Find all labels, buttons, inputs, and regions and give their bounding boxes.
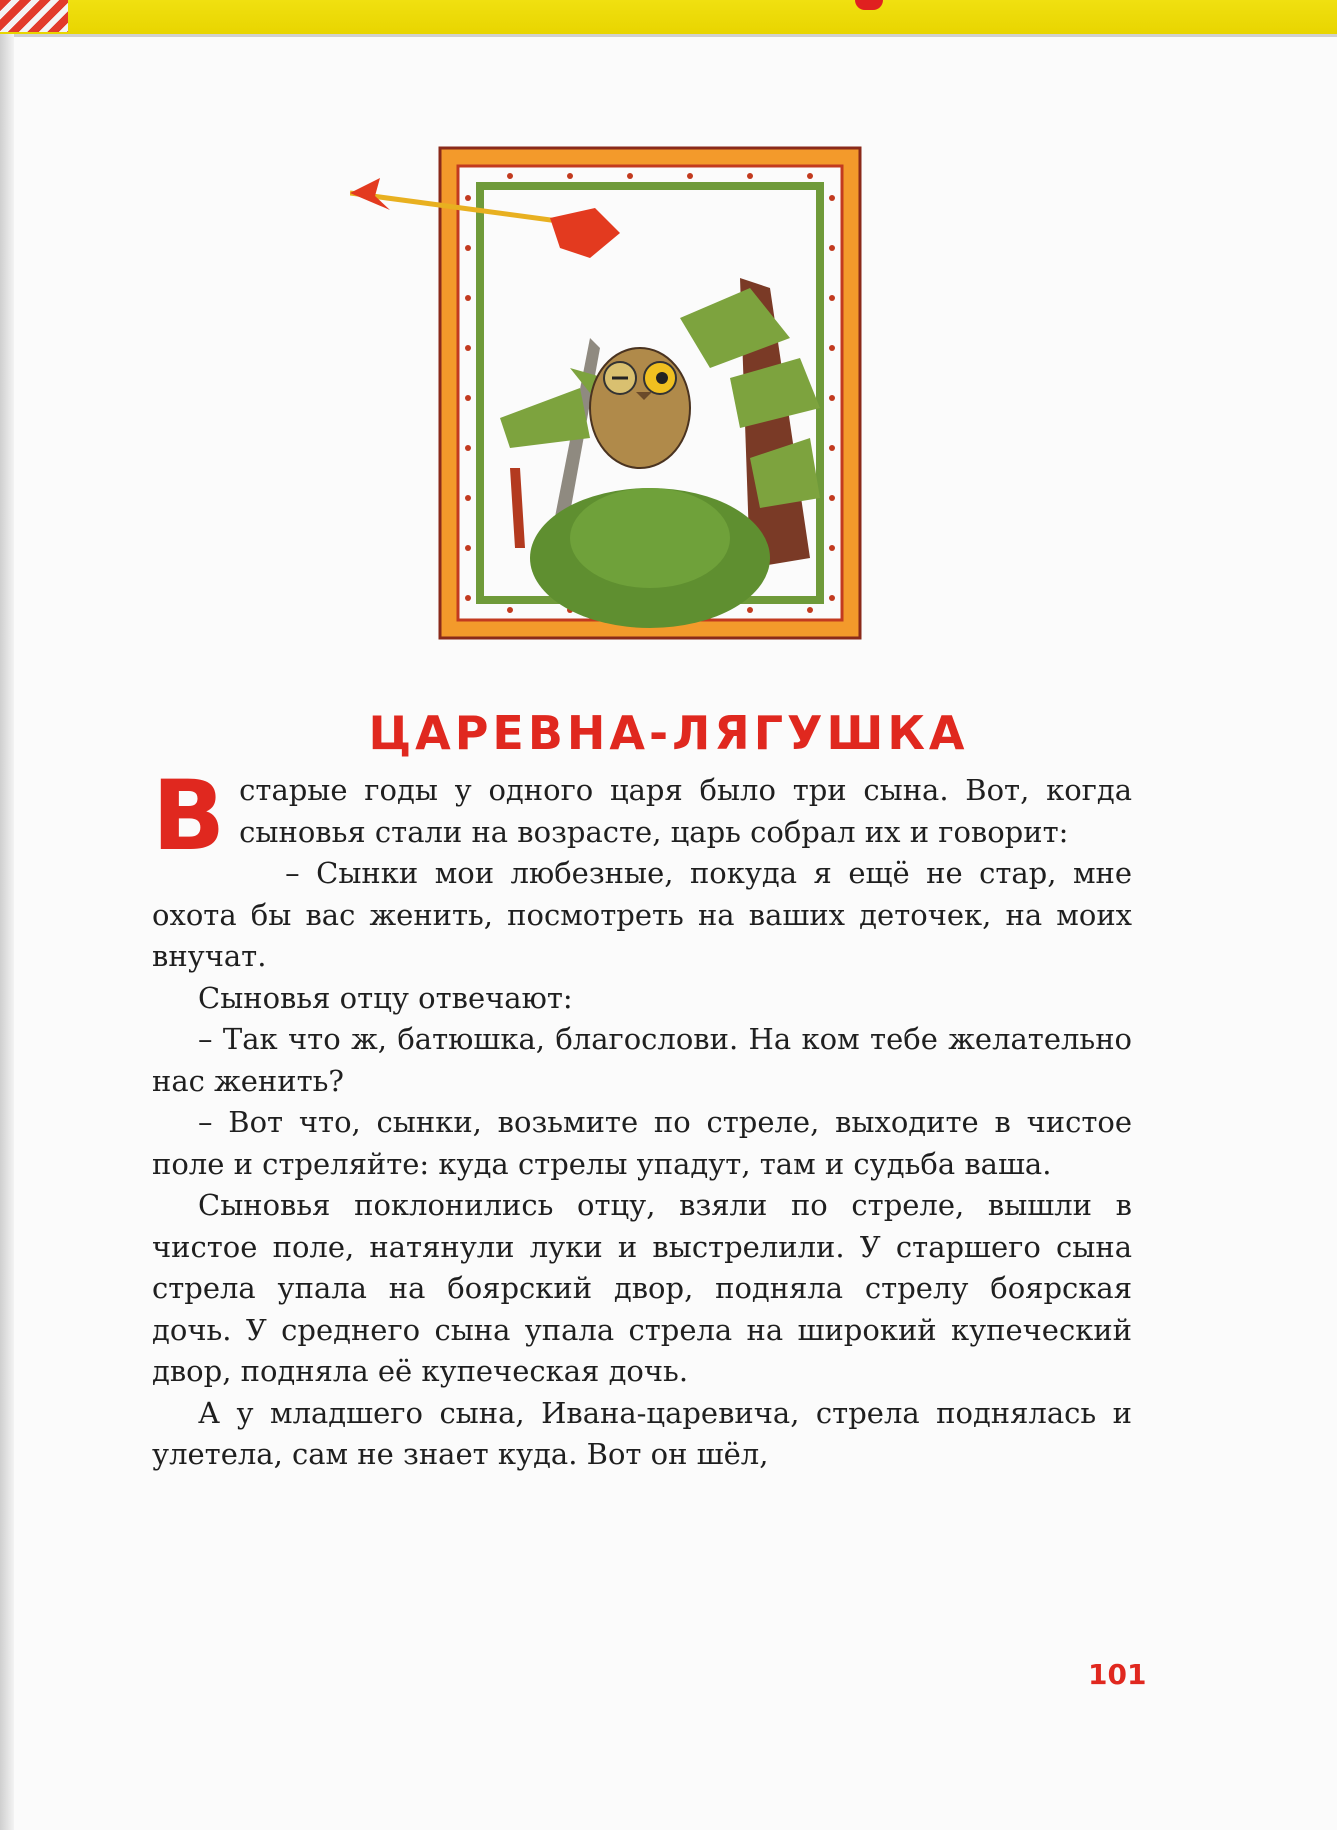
paragraph	[152, 760, 1132, 872]
paragraph: Сыновья поклонились отцу, взяли по стреле, вышли в чистое поле, натянули луки и выстрелили. У старшего сына стрела упала на боярский двор, подняла стрелу боярская дочь. У среднего сына упала стрела на широкий купеческий двор, подняла её купеческая дочь.	[152, 1188, 1132, 1388]
page-top-band	[0, 0, 1337, 37]
paragraph: – Вот что, сынки, возьмите по стреле, выходите в чистое поле и стреляйте: куда стрелы упадут, там и судьба ваша.	[152, 1105, 1132, 1181]
paragraph: Сыновья отцу отвечают:	[198, 980, 573, 1015]
owl-icon	[590, 348, 690, 468]
paragraph: – Так что ж, батюшка, благослови. На ком тебе желательно нас женить?	[152, 1022, 1132, 1098]
book-binding	[0, 34, 14, 1830]
bookmark-ribbon-icon	[0, 0, 68, 32]
paragraph: А у младшего сына, Ивана-царевича, стрела поднялась и улетела, сам не знает куда. Вот он шёл,	[152, 1395, 1132, 1471]
drop-cap: В	[152, 760, 226, 872]
paragraph-text: старые годы у одного царя было три сына. Вот, когда сыновья стали на возрасте, царь собрал их и говорит:	[239, 773, 1132, 849]
story-title: ЦАРЕВНА-ЛЯГУШКА	[368, 706, 969, 760]
bush-icon	[530, 488, 770, 628]
paragraph: – Сынки мои любезные, покуда я ещё не стар, мне охота бы вас женить, посмотреть на ваших деточек, на моих внучат.	[152, 856, 1132, 973]
story-text	[152, 760, 1132, 1476]
bookmark-mark	[855, 0, 883, 10]
owl-illustration	[350, 138, 890, 648]
page-number: 101	[1088, 1658, 1147, 1691]
